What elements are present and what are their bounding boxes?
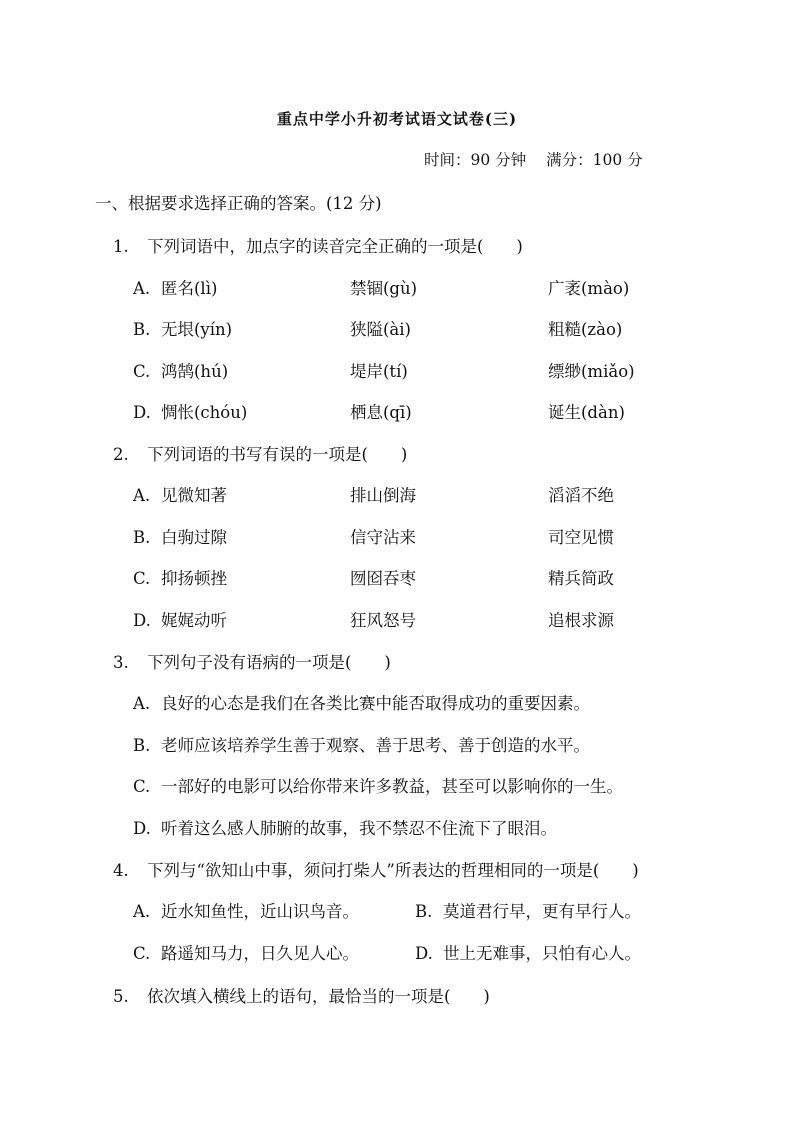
time-label: 时间：90 分钟: [424, 151, 527, 169]
q1-option-a: [133, 275, 217, 299]
question-3: [113, 649, 391, 673]
option-item: 狭隘(ài): [350, 320, 411, 339]
option-item: 追根求源: [548, 611, 614, 630]
question-number: 3.: [113, 653, 129, 672]
q4-option-c: [133, 940, 359, 964]
option-item: 堤岸(tí): [350, 362, 408, 381]
q2-option-d: [133, 607, 227, 631]
option-item: 粗糙(zào): [548, 320, 623, 339]
option-letter: A.: [133, 902, 151, 921]
option-letter: B.: [133, 736, 151, 755]
option-letter: D.: [133, 611, 151, 630]
option-item: 囫囵吞枣: [350, 569, 416, 588]
question-1: [113, 233, 523, 257]
option-item: 娓娓动听: [161, 611, 227, 630]
q2-option-a: [133, 482, 227, 506]
option-item: 排山倒海: [350, 486, 416, 505]
q1-option-d: [133, 399, 247, 423]
option-letter: A.: [133, 694, 151, 713]
option-item: 鸿鹄(hú): [161, 362, 229, 381]
question-number: 2.: [113, 445, 129, 464]
option-text: 路遥知马力，日久见人心。: [161, 944, 359, 963]
q1-option-c: [133, 358, 228, 382]
option-letter: C.: [133, 569, 151, 588]
option-item: 司空见惯: [548, 528, 614, 547]
option-item: 狂风怒号: [350, 611, 416, 630]
question-stem: 下列词语的书写有误的一项是( ): [147, 445, 408, 464]
option-letter: C.: [133, 777, 151, 796]
option-item: 诞生(dàn): [548, 403, 625, 422]
q3-option-a: [133, 690, 590, 714]
exam-title: 重点中学小升初考试语文试卷(三): [276, 110, 518, 128]
q4-option-a: [133, 898, 359, 922]
option-item: 白驹过隙: [161, 528, 227, 547]
option-item: 抑扬顿挫: [161, 569, 227, 588]
score-label: 满分：100 分: [546, 151, 643, 169]
option-item: 精兵简政: [548, 569, 614, 588]
option-item: 栖息(qī): [350, 403, 412, 422]
option-letter: A.: [133, 279, 151, 298]
question-2: [113, 441, 407, 465]
option-item: 广袤(mào): [548, 279, 630, 298]
q2-option-b: [133, 524, 227, 548]
option-text: 近水知鱼性，近山识鸟音。: [161, 902, 359, 921]
question-number: 4.: [113, 861, 129, 880]
option-letter: D.: [133, 403, 151, 422]
option-item: 惆怅(chóu): [161, 403, 248, 422]
question-stem: 下列与“欲知山中事，须问打柴人”所表达的哲理相同的一项是( ): [147, 861, 639, 880]
question-number: 5.: [113, 987, 129, 1006]
option-letter: B.: [133, 320, 151, 339]
option-item: 无垠(yín): [161, 320, 233, 339]
option-item: 禁锢(gù): [350, 279, 418, 298]
question-stem: 依次填入横线上的语句，最恰当的一项是( ): [147, 987, 490, 1006]
exam-meta: [424, 148, 643, 170]
option-letter: C.: [133, 944, 151, 963]
option-letter: D.: [415, 944, 433, 963]
q4-option-b: [415, 898, 641, 922]
option-letter: B.: [133, 528, 151, 547]
section-1-title: 一、根据要求选择正确的答案。(12 分): [95, 194, 382, 213]
option-item: 见微知著: [161, 486, 227, 505]
q1-option-b: [133, 316, 232, 340]
option-text: 莫道君行早，更有早行人。: [443, 902, 641, 921]
q3-option-c: [133, 773, 623, 797]
option-letter: C.: [133, 362, 151, 381]
q4-option-d: [415, 940, 641, 964]
question-4: [113, 857, 639, 881]
q3-option-b: [133, 732, 590, 756]
q3-option-d: [133, 815, 557, 839]
option-text: 良好的心态是我们在各类比赛中能否取得成功的重要因素。: [161, 694, 590, 713]
question-number: 1.: [113, 237, 129, 256]
question-stem: 下列句子没有语病的一项是( ): [147, 653, 391, 672]
option-item: 匿名(lì): [161, 279, 218, 298]
option-letter: B.: [415, 902, 433, 921]
option-letter: A.: [133, 486, 151, 505]
option-text: 一部好的电影可以给你带来许多教益，甚至可以影响你的一生。: [161, 777, 623, 796]
option-item: 缥缈(miǎo): [548, 362, 635, 381]
option-text: 老师应该培养学生善于观察、善于思考、善于创造的水平。: [161, 736, 590, 755]
option-item: 滔滔不绝: [548, 486, 614, 505]
option-item: 信守沾来: [350, 528, 416, 547]
option-text: 听着这么感人肺腑的故事，我不禁忍不住流下了眼泪。: [161, 819, 557, 838]
option-letter: D.: [133, 819, 151, 838]
q2-option-c: [133, 565, 227, 589]
question-stem: 下列词语中，加点字的读音完全正确的一项是( ): [147, 237, 523, 256]
option-text: 世上无难事，只怕有心人。: [443, 944, 641, 963]
question-5: [113, 983, 490, 1007]
